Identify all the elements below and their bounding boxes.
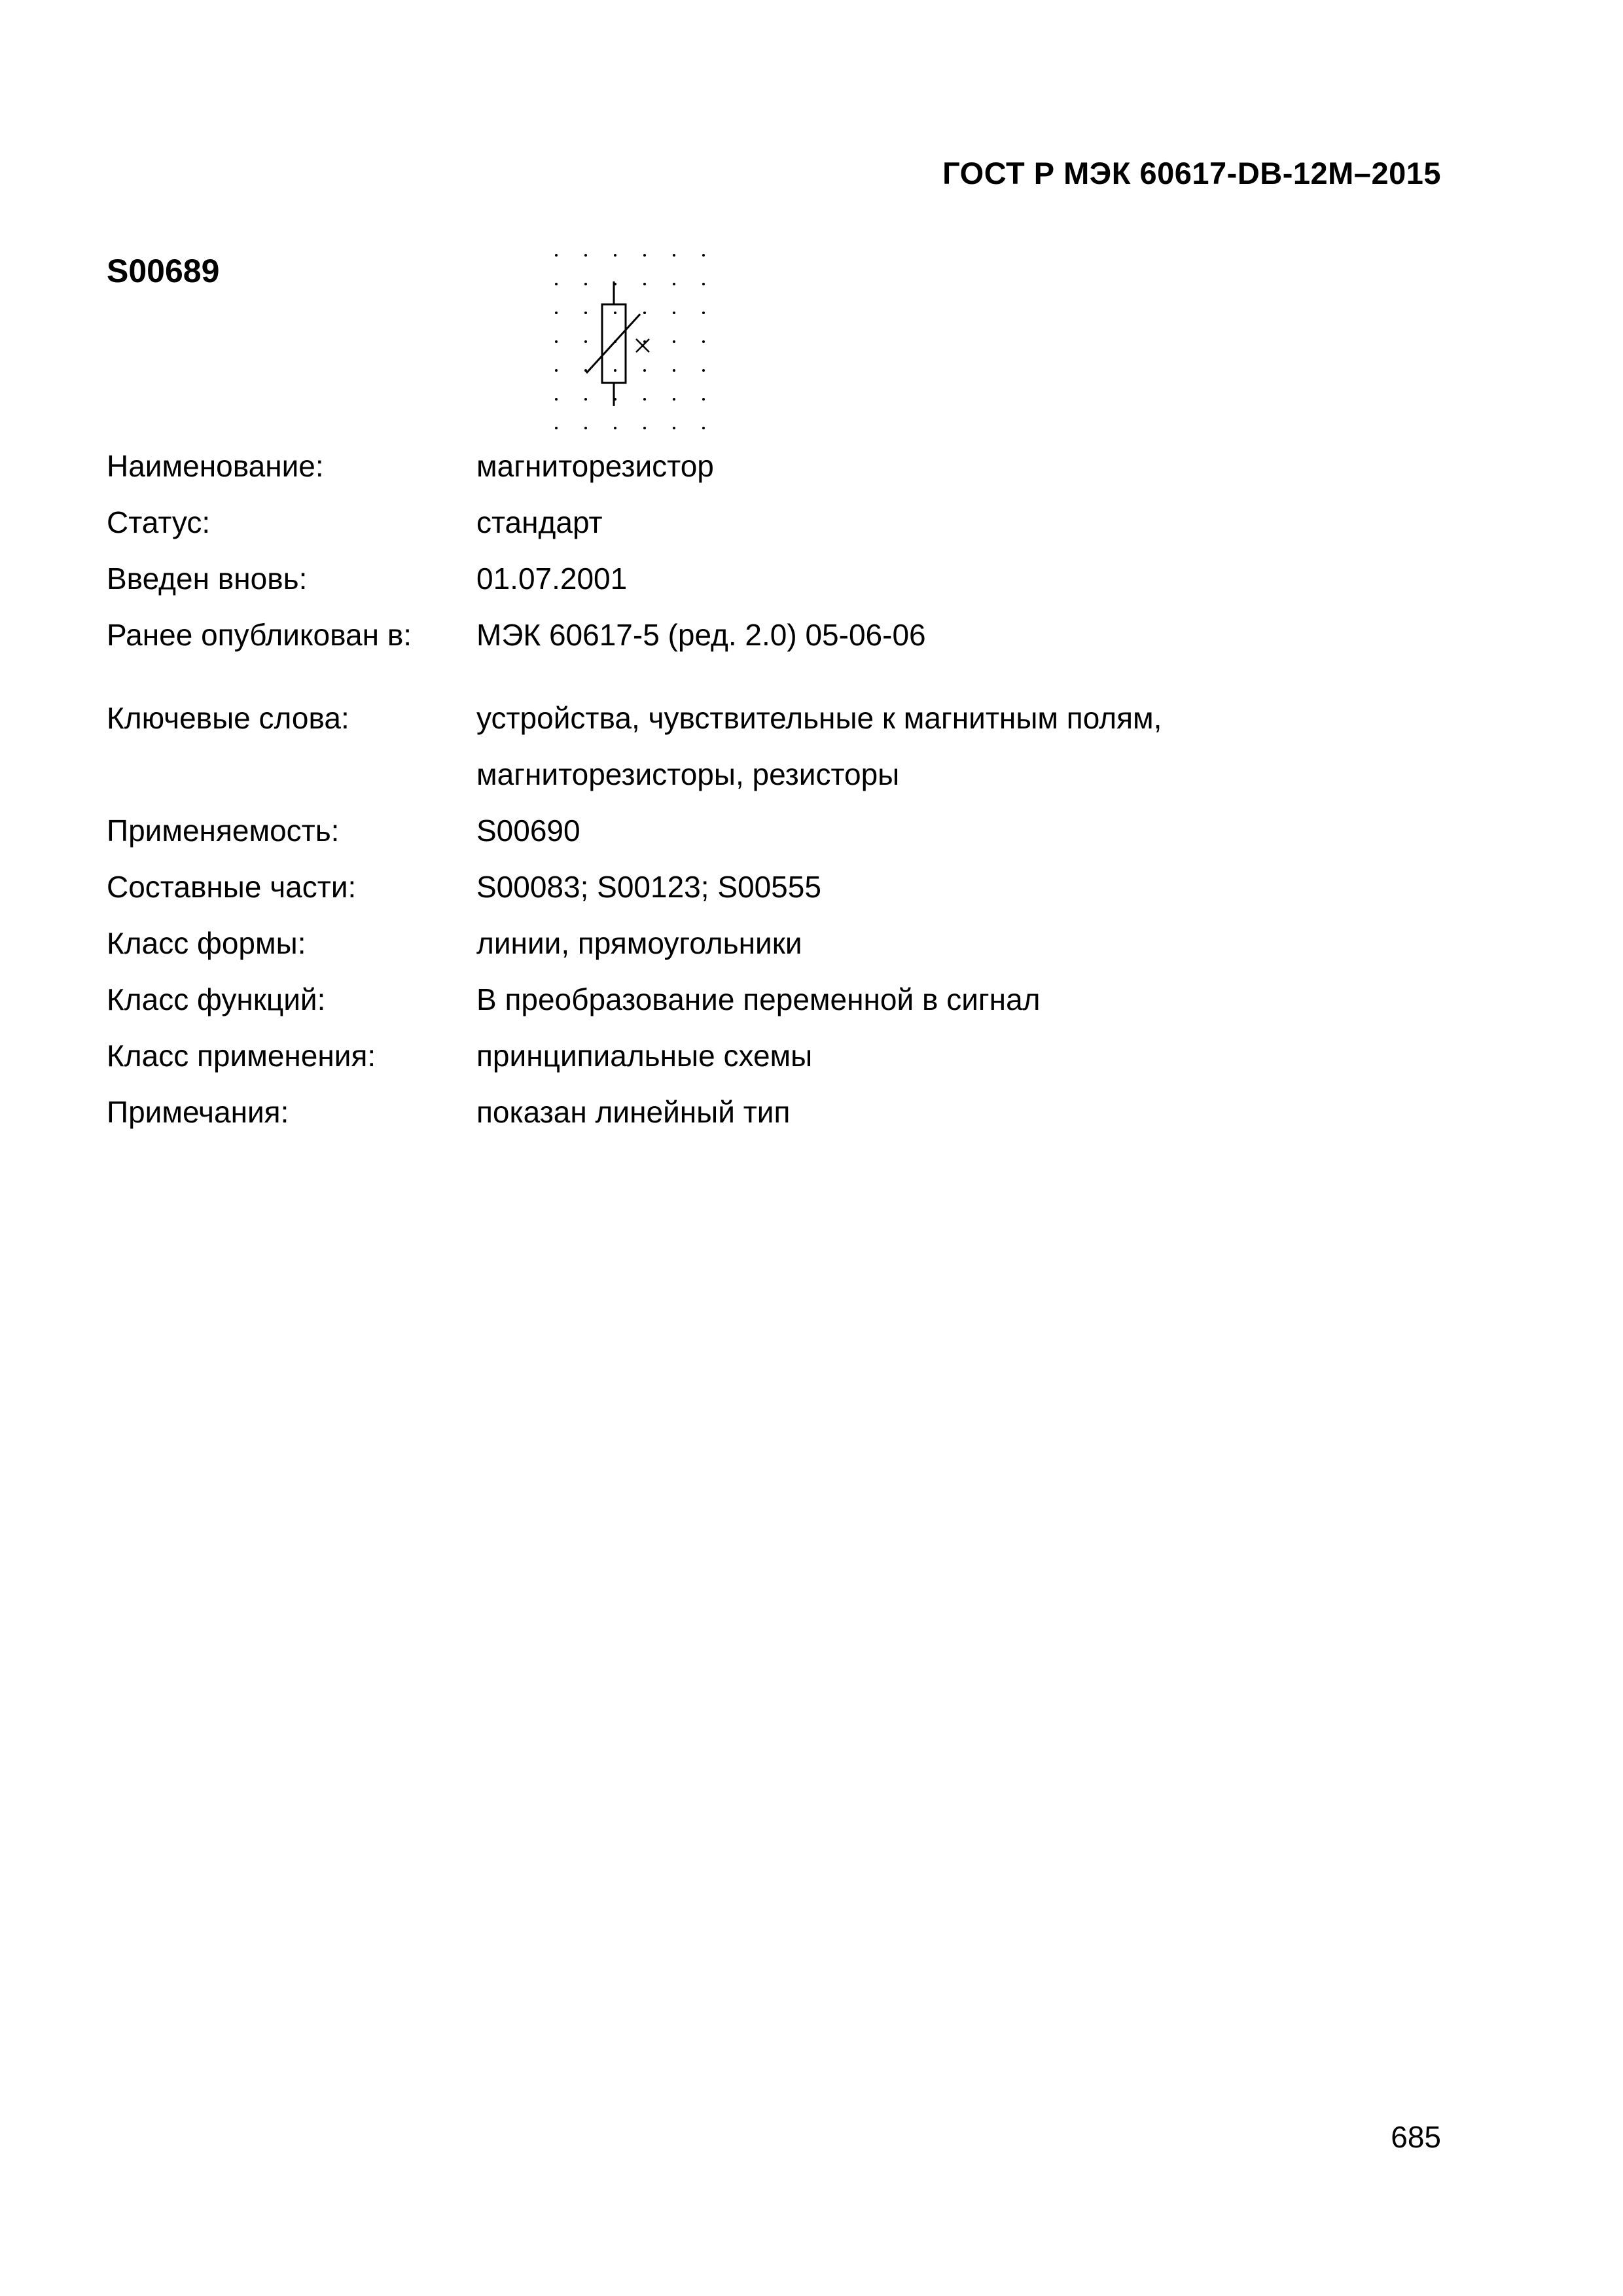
document-header-title: ГОСТ Р МЭК 60617-DB-12M–2015: [942, 156, 1441, 190]
grid-dot: [643, 369, 646, 372]
grid-dot: [643, 254, 646, 257]
grid-dots: [555, 254, 705, 429]
attribute-label: Класс применения:: [107, 1039, 376, 1073]
attribute-value: устройства, чувствительные к магнитным полям,: [476, 701, 1162, 735]
attribute-label: Примечания:: [107, 1095, 289, 1129]
attribute-label: Ключевые слова:: [107, 701, 349, 735]
magnetic-mark: [636, 339, 649, 352]
grid-dot: [702, 340, 705, 343]
attribute-value: показан линейный тип: [476, 1095, 791, 1129]
magnetoresistor-symbol-icon: [537, 242, 713, 439]
attribute-value: МЭК 60617-5 (ред. 2.0) 05-06-06: [476, 618, 926, 652]
attribute-label: Наименование:: [107, 449, 324, 483]
grid-dot: [555, 398, 558, 401]
grid-dot: [614, 427, 616, 429]
diagonal-line: [586, 314, 640, 373]
page-number: 685: [1391, 2120, 1441, 2154]
grid-dot: [555, 254, 558, 257]
grid-dot: [614, 312, 616, 314]
attribute-value: магниторезистор: [476, 449, 714, 483]
grid-dot: [702, 283, 705, 285]
grid-dot: [673, 340, 675, 343]
attribute-value: 01.07.2001: [476, 562, 628, 596]
grid-dot: [673, 283, 675, 285]
grid-dot: [702, 312, 705, 314]
grid-dot: [643, 312, 646, 314]
grid-dot: [673, 369, 675, 372]
attribute-label: Составные части:: [107, 870, 357, 904]
variability-arrow: [586, 314, 640, 373]
grid-dot: [584, 254, 587, 257]
attribute-label: Класс функций:: [107, 982, 326, 1016]
attribute-value: S00083; S00123; S00555: [476, 870, 821, 904]
attribute-value: В преобразование переменной в сигнал: [476, 982, 1041, 1016]
attribute-value: S00690: [476, 814, 580, 848]
grid-dot: [673, 312, 675, 314]
grid-dot: [614, 254, 616, 257]
grid-dot: [643, 283, 646, 285]
attribute-label: Класс формы:: [107, 926, 306, 960]
symbol-code: S00689: [107, 253, 220, 289]
grid-dot: [702, 427, 705, 429]
attribute-value: принципиальные схемы: [476, 1039, 813, 1073]
grid-dot: [584, 427, 587, 429]
grid-dot: [673, 398, 675, 401]
grid-dot: [614, 369, 616, 372]
attribute-label: Применяемость:: [107, 814, 340, 848]
grid-dot: [643, 427, 646, 429]
attribute-label: Введен вновь:: [107, 562, 308, 596]
grid-dot: [702, 398, 705, 401]
attribute-value: стандарт: [476, 505, 603, 539]
grid-dot: [555, 427, 558, 429]
grid-dot: [584, 312, 587, 314]
attribute-value: магниторезисторы, резисторы: [476, 757, 900, 791]
grid-dot: [702, 369, 705, 372]
grid-dot: [555, 369, 558, 372]
grid-dot: [584, 340, 587, 343]
attribute-label: Ранее опубликован в:: [107, 618, 412, 652]
grid-dot: [555, 283, 558, 285]
grid-dot: [702, 254, 705, 257]
attribute-label: Статус:: [107, 505, 211, 539]
grid-dot: [555, 340, 558, 343]
grid-dot: [584, 283, 587, 285]
grid-dot: [584, 398, 587, 401]
grid-dot: [643, 398, 646, 401]
grid-dot: [555, 312, 558, 314]
attribute-value: линии, прямоугольники: [476, 926, 802, 960]
grid-dot: [673, 254, 675, 257]
grid-dot: [673, 427, 675, 429]
